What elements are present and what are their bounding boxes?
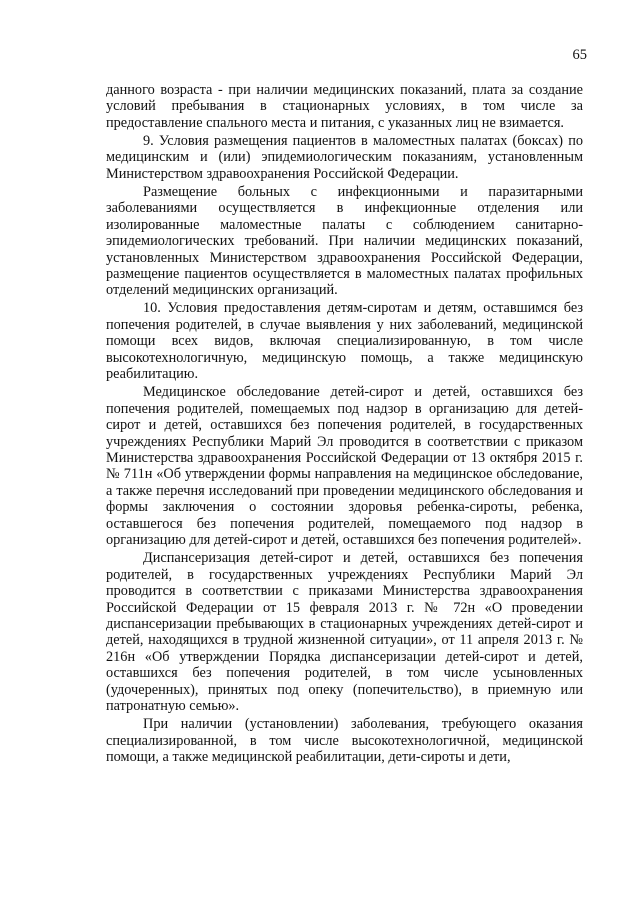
paragraph-age-condition-continuation: данного возраста - при наличии медицинских показаний, плата за создание условий пребывания в стационарных условиях, в том числе за предоставление спального места и питания, с указанных лиц не взимается. [106,82,583,131]
paragraph-infectious-patients: Размещение больных с инфекционными и паразитарными заболеваниями осуществляется в инфекционные отделения или изолированные маломестные палаты с соблюдением санитарно-эпидемиологических требований. При наличии медицинских показаний, установленных Министерством здравоохранения Российской Федерации, размещение пациентов осуществляется в маломестных палатах профильных отделений медицинских организаций. [106,183,583,299]
paragraph-medical-examination: Медицинское обследование детей-сирот и детей, оставшихся без попечения родителей, помещаемых под надзор в организацию для детей-сирот и детей, оставшихся без попечения родителей, в государственных учреждениях Республики Марий Эл проводится в соответствии с приказом Министерства здравоохранения Российской Федерации от 13 октября 2015 г. № 711н «Об утверждении формы направления на медицинское обследование, а также перечня исследований при проведении медицинского обследования и формы заключения о состоянии здоровья ребенка-сироты, ребенка, оставшегося без попечения родителей, помещаемого под надзор в организацию для детей-сирот и детей, оставшихся без попечения родителей». [106,384,583,549]
paragraph-section-9-heading: 9. Условия размещения пациентов в маломестных палатах (боксах) по медицинским и (или) эпидемиологическим показаниям, установленным Министерством здравоохранения Российской Федерации. [106,132,583,182]
page-number: 65 [572,47,587,63]
document-body [106,82,583,767]
paragraph-section-10-heading: 10. Условия предоставления детям-сиротам и детям, оставшимся без попечения родителей, в случае выявления у них заболеваний, медицинской помощи всех видов, включая специализированную, в том числе высокотехнологичную, медицинскую помощь, а также медицинскую реабилитацию. [106,300,583,383]
paragraph-dispensary-examination: Диспансеризация детей-сирот и детей, оставшихся без попечения родителей, в государственных учреждениях Республики Марий Эл проводится в соответствии с приказами Министерства здравоохранения Российской Федерации от 15 февраля 2013 г. № 72н «О проведении диспансеризации пребывающих в стационарных учреждениях детей-сирот и детей, находящихся в трудной жизненной ситуации», от 11 апреля 2013 г. № 216н «Об утверждении Порядка диспансеризации детей-сирот и детей, оставшихся без попечения родителей, в том числе усыновленных (удочеренных), принятых под опеку (попечительство), в приемную или патронатную семью». [106,550,583,715]
paragraph-specialized-care: При наличии (установлении) заболевания, требующего оказания специализированной, в том числе высокотехнологичной, медицинской помощи, а также медицинской реабилитации, дети-сироты и дети, [106,716,583,766]
